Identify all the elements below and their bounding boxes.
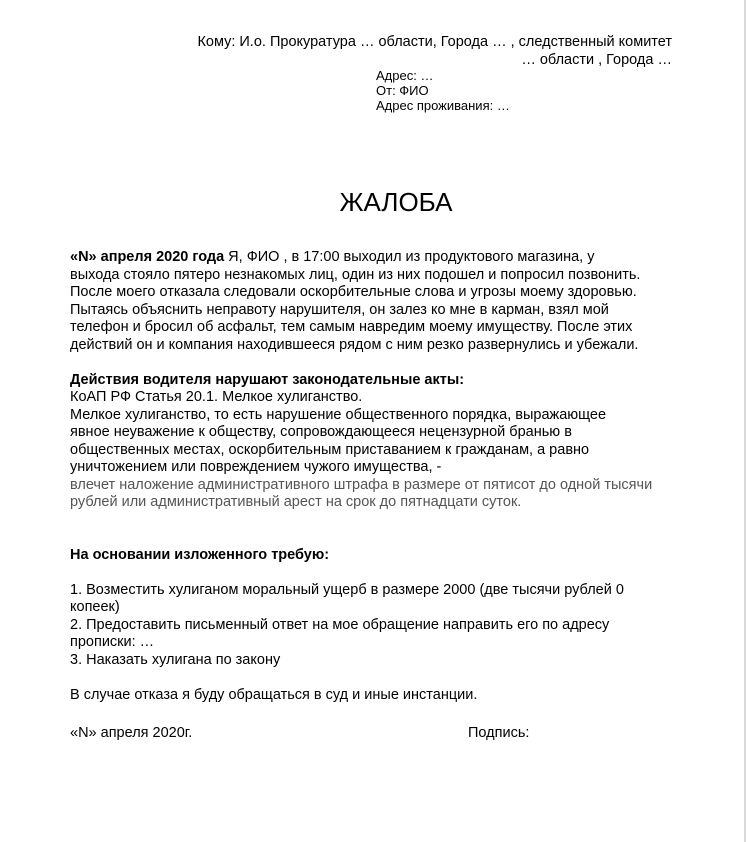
demand-line: копеек) (70, 599, 120, 615)
intro-date: «N» апреля 2020 года (70, 249, 225, 265)
penalty-line: рублей или административный арест на срок до пятнадцати суток. (70, 494, 522, 510)
violation-line: уничтожением или повреждением чужого имущества, - (70, 459, 442, 475)
demand-line: прописки: … (70, 634, 155, 650)
recipient-line: Кому: И.о. Прокуратура … области, Города … , следственный комитет (197, 34, 672, 50)
violation-heading: Действия водителя нарушают законодательные акты: (70, 371, 465, 388)
refusal-note: В случае отказа я буду обращаться в суд и иные инстанции. (70, 686, 478, 703)
signature-label: Подпись: (468, 725, 530, 741)
violation-line: Мелкое хулиганство, то есть нарушение общественного порядка, выражающее (70, 406, 607, 423)
recipient-address: Адрес: … (376, 68, 434, 83)
intro-line (70, 249, 690, 267)
sender-name: От: ФИО (376, 83, 429, 98)
violation-line: явное неуважение к обществу, сопровождающееся нецензурной бранью в (70, 424, 572, 440)
recipient-line: … области , Города … (521, 51, 672, 68)
violation-line: общественных местах, оскорбительным приставанием к гражданам, а равно (70, 441, 590, 458)
demands-heading: На основании изложенного требую: (70, 546, 330, 563)
intro-text: Я, ФИО , в 17:00 выходил из продуктового магазина, у (224, 249, 595, 265)
document-body (70, 249, 690, 704)
intro-line: Пытаясь объяснить неправоту нарушителя, он залез ко мне в карман, взял мой (70, 301, 609, 318)
violation-article: КоАП РФ Статья 20.1. Мелкое хулиганство. (70, 389, 363, 405)
signature-date: «N» апреля 2020г. (70, 725, 193, 741)
recipient-block (160, 34, 672, 69)
demand-line: 1. Возместить хулиганом моральный ущерб в размере 2000 (две тысячи рублей 0 (70, 581, 624, 598)
document-title: ЖАЛОБА (339, 187, 453, 217)
intro-line: действий он и компания находившееся рядом с ним резко развернулись и убежали. (70, 336, 639, 353)
sender-residence: Адрес проживания: … (376, 98, 510, 113)
intro-line: После моего отказала следовали оскорбительные слова и угрозы моему здоровью. (70, 284, 637, 300)
demand-line: 2. Предоставить письменный ответ на мое обращение направить его по адресу (70, 616, 610, 633)
demand-line: 3. Наказать хулигана по закону (70, 651, 281, 668)
sender-block (376, 68, 696, 113)
intro-line: телефон и бросил об асфальт, тем самым навредим моему имуществу. После этих (70, 319, 633, 335)
penalty-line: влечет наложение административного штрафа в размере от пятисот до одной тысячи (70, 476, 653, 493)
intro-line: выхода стояло пятеро незнакомых лиц, один из них подошел и попросил позвонить. (70, 266, 641, 283)
